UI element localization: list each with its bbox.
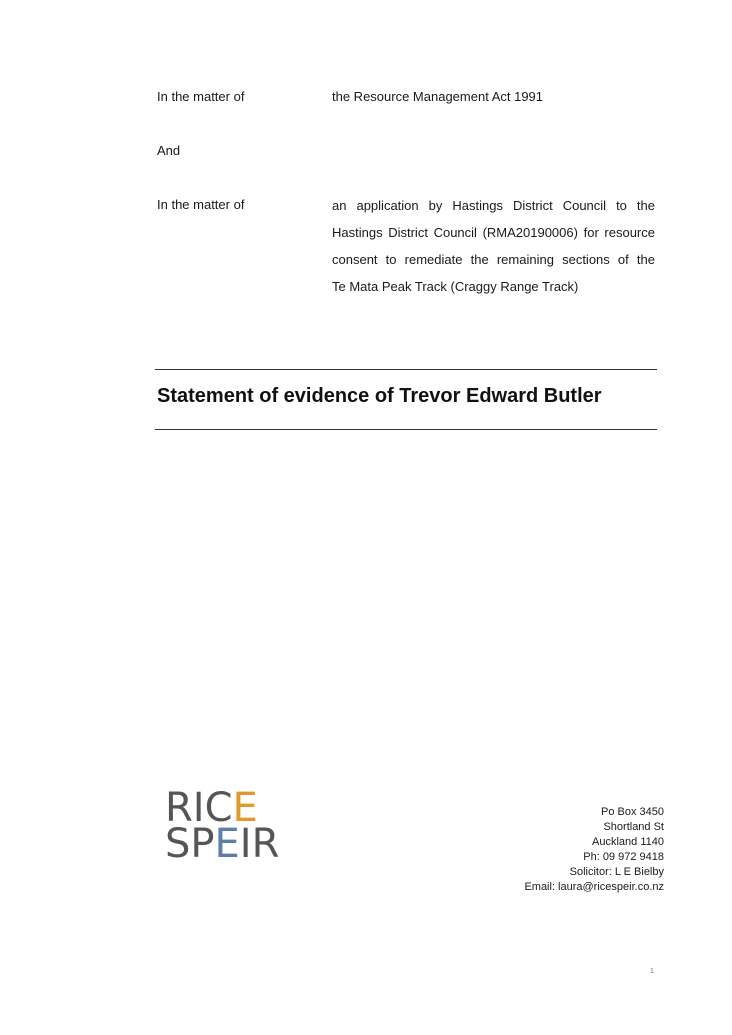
city: Auckland 1140: [592, 836, 664, 848]
matter-value: [332, 89, 655, 105]
solicitor: Solicitor: L E Bielby: [569, 866, 664, 878]
matter-label: And: [157, 143, 181, 158]
contact-address: [524, 805, 664, 895]
matter-label: In the matter of: [157, 197, 245, 212]
street: Shortland St: [603, 821, 664, 833]
logo-text: RIC: [165, 785, 233, 831]
logo-text: E: [214, 821, 240, 867]
title-bottom-rule: [155, 429, 657, 430]
matter-value: [332, 192, 655, 300]
document-title: Statement of evidence of Trevor Edward Butler: [157, 385, 602, 407]
po-box: Po Box 3450: [601, 806, 664, 818]
title-top-rule: [155, 369, 657, 370]
matter-value-line: Hastings District Council (RMA20190006) for resource: [332, 225, 655, 240]
matter-value-line: consent to remediate the remaining sections of the: [332, 252, 655, 267]
matter-label: In the matter of: [157, 89, 245, 104]
email-link[interactable]: Email: laura@ricespeir.co.nz: [524, 881, 664, 893]
matter-value-line: Te Mata Peak Track (Craggy Range Track): [332, 279, 579, 294]
phone: Ph: 09 972 9418: [583, 851, 664, 863]
matter-value-line: an application by Hastings District Council to the: [332, 198, 655, 213]
logo-text: IR: [239, 821, 280, 867]
matter-value-line: the Resource Management Act 1991: [332, 89, 544, 104]
logo-text: SP: [165, 821, 215, 867]
page-number: 1: [650, 968, 654, 975]
rice-speir-logo: [165, 785, 305, 868]
logo-text: E: [232, 785, 258, 831]
